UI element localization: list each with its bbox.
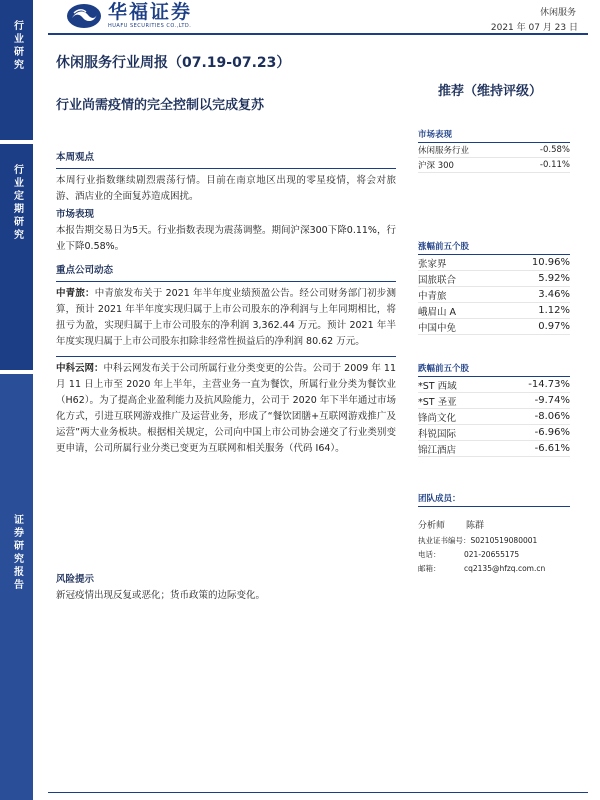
team-heading: 团队成员： — [418, 492, 570, 507]
report-rating: 推荐（维持评级） — [438, 84, 543, 99]
table-row — [418, 271, 570, 287]
cert-value: S0210519080001 — [470, 535, 538, 545]
main-column — [56, 150, 396, 457]
market-heading: 市场表现 — [56, 209, 95, 220]
table-row — [418, 393, 570, 409]
row-value: -0.11% — [539, 160, 570, 170]
email-line — [418, 561, 570, 575]
row-value: -8.06% — [534, 411, 570, 422]
sidebar-middle — [0, 144, 33, 370]
logo-mark-icon — [66, 3, 102, 29]
row-name: 休闲服务行业 — [418, 146, 470, 156]
analyst-label: 分析师 — [418, 520, 446, 531]
row-name: *ST 圣亚 — [418, 396, 457, 408]
gainers-heading: 涨幅前五个股 — [418, 240, 570, 255]
company-heading-divider — [56, 281, 396, 282]
row-value: 3.46% — [538, 289, 570, 300]
cert-line — [418, 533, 570, 547]
losers-heading: 跌幅前五个股 — [418, 362, 570, 377]
market-perf-table — [418, 128, 570, 173]
table-row — [418, 158, 570, 173]
view-paragraph: 本周行业指数继续剧烈震荡行情。目前在南京地区出现的零星疫情，将会对旅游、酒店业的全面复苏造成困扰。 — [56, 175, 396, 202]
footer-divider — [48, 792, 588, 793]
sidebar-bottom — [0, 374, 33, 800]
row-name: 锦江酒店 — [418, 444, 457, 456]
header-divider — [48, 33, 588, 35]
table-row — [418, 303, 570, 319]
sidebar-middle-label: 行业定期研究 — [11, 164, 23, 242]
losers-table — [418, 362, 570, 457]
row-name: 中国中免 — [418, 322, 457, 334]
row-value: -14.73% — [528, 379, 570, 390]
team-section — [418, 492, 570, 575]
row-name: 科锐国际 — [418, 428, 457, 440]
view-heading: 本周观点 — [56, 152, 95, 163]
view-heading-divider — [56, 168, 396, 169]
header-category: 休闲服务 — [539, 8, 576, 18]
company1-name: 中青旅： — [56, 288, 95, 299]
cert-label: 执业证书编号： — [418, 535, 471, 545]
report-subtitle: 行业尚需疫情的完全控制以完成复苏 — [56, 98, 265, 113]
report-title: 休闲服务行业周报（07.19-07.23） — [56, 55, 291, 71]
row-name: 张家界 — [418, 258, 447, 270]
row-name: 峨眉山 A — [418, 306, 457, 318]
risk-section — [56, 572, 396, 604]
email-value: cq2135@hfzq.com.cn — [464, 563, 546, 573]
row-name: 中青旅 — [418, 290, 447, 302]
company1-text: 中青旅发布关于 2021 年半年度业绩预盈公告。经公司财务部门初步测算，预计 2021 年半年度实现归属于上市公司股东的净利润与上年同期相比，将扭亏为盈，实现归属于上市公司股东的净利润 3,362.44 万元。预计 2021 年半年度实现归属于上市公司股东扣除非经常性损益后的净利润 80.62 万元。 — [56, 288, 396, 347]
market-perf-heading: 市场表现 — [418, 128, 570, 143]
row-value: -6.61% — [534, 443, 570, 454]
phone-line — [418, 547, 570, 561]
table-row — [418, 319, 570, 335]
risk-paragraph: 新冠疫情出现反复或恶化；货币政策的边际变化。 — [56, 590, 266, 601]
table-row — [418, 143, 570, 158]
company2-text: 中科云网发布关于公司所属行业分类变更的公告。公司于 2009 年 11 月 11 日上市至 2020 年上半年，主营业务一直为餐饮，所属行业分类为餐饮业（H62）。为了提高企业盈利能力及抗风险能力，公司于 2020 年下半年通过市场化方式，引进互联网游戏推广及运营业务，形成了“餐饮团膳+互联网游戏推广及运营”两大业务板块。根据相关规定，公司向中国上市公司协会递交了行业类别变更申请，公司所属行业分类已变更为互联网和相关服务（代码 I64）。 — [56, 363, 396, 454]
company1-paragraph — [56, 286, 396, 350]
table-row — [418, 377, 570, 393]
brand-name-en: HUAFU SECURITIES CO.,LTD. — [108, 23, 192, 29]
table-row — [418, 441, 570, 457]
row-name: 国旅联合 — [418, 274, 457, 286]
sidebar-bottom-label: 证券研究报告 — [11, 514, 23, 592]
sidebar-top — [0, 0, 33, 140]
row-value: -6.96% — [534, 427, 570, 438]
gainers-table — [418, 240, 570, 335]
row-value: 10.96% — [531, 257, 570, 268]
row-value: 1.12% — [538, 305, 570, 316]
header-date: 2021 年 07 月 23 日 — [490, 23, 578, 33]
sidebar-top-label: 行业研究 — [11, 20, 23, 72]
table-row — [418, 287, 570, 303]
company2-name: 中科云网： — [56, 363, 104, 374]
table-row — [418, 255, 570, 271]
brand-name-cn: 华福证券 — [108, 1, 193, 23]
table-row — [418, 425, 570, 441]
row-value: -0.58% — [539, 145, 570, 155]
analyst-name: 陈群 — [466, 520, 485, 531]
row-value: -9.74% — [534, 395, 570, 406]
analyst-line — [418, 515, 570, 533]
phone-value: 021-20655175 — [464, 549, 520, 559]
risk-heading: 风险提示 — [56, 574, 95, 585]
table-row — [418, 409, 570, 425]
row-value: 5.92% — [538, 273, 570, 284]
row-name: 沪深 300 — [418, 161, 454, 171]
company2-paragraph — [56, 361, 396, 457]
brand-logo — [66, 2, 192, 29]
row-name: 锋尚文化 — [418, 412, 457, 424]
row-name: *ST 西域 — [418, 380, 457, 392]
row-value: 0.97% — [538, 321, 570, 332]
market-paragraph: 本报告期交易日为5天。行业指数表现为震荡调整。期间沪深300下降0.11%，行业下降0.58%。 — [56, 225, 396, 252]
email-label: 邮箱： — [418, 563, 441, 573]
phone-label: 电话： — [418, 549, 441, 559]
company-heading: 重点公司动态 — [56, 265, 114, 276]
company-divider — [56, 356, 396, 357]
